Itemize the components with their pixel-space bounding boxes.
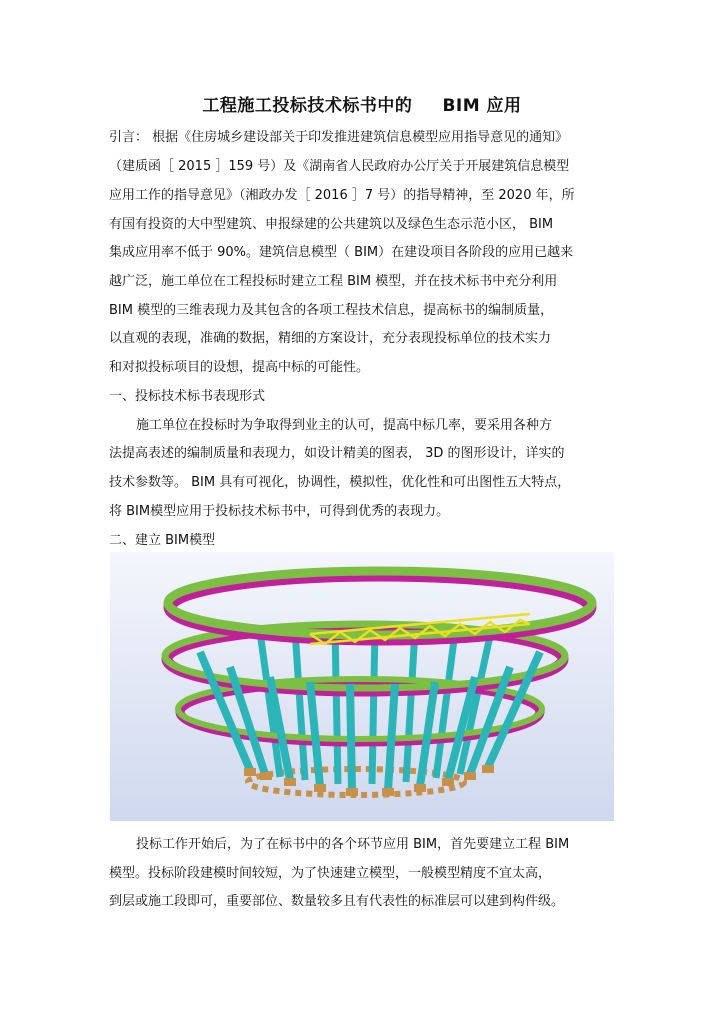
intro-line: 和对拟投标项目的设想，提高中标的可能性。 — [109, 360, 370, 375]
section2-line: 模型。投标阶段建模时间较短，为了快速建立模型，一般模型精度不宜太高， — [109, 866, 552, 881]
section2-line: 投标工作开始后，为了在标书中的各个环节应用 BIM，首先要建立工程 BIM — [136, 837, 570, 852]
section2-line: 到层或施工段即可，重要部位、数量较多且有代表性的标准层可以建到构件级。 — [109, 894, 565, 909]
section1-line: 法提高表述的编制质量和表现力，如设计精美的图表， 3D 的图形设计，详实的 — [109, 446, 565, 461]
section1-line: 将 BIM模型应用于投标技术标书中，可得到优秀的表现力。 — [109, 504, 450, 519]
intro-line: 以直观的表现，准确的数据，精细的方案设计，充分表现投标单位的技术实力 — [109, 331, 552, 346]
page-title — [0, 91, 724, 116]
section1-line: 施工单位在投标时为争取得到业主的认可，提高中标几率，要采用各种方 — [136, 418, 553, 433]
intro-line: （建质函［ 2015 ］159 号）及《湖南省人民政府办公厅关于开展建筑信息模型 — [109, 159, 570, 174]
intro-line: 应用工作的指导意见》（湘政办发［ 2016 ］7 号）的指导精神，至 2020 年，所 — [109, 188, 575, 203]
title-part1: 工程施工投标技术标书中的 — [202, 96, 413, 116]
intro-line: BIM 模型的三维表现力及其包含的各项工程技术信息，提高标书的编制质量， — [109, 303, 554, 318]
bim-model-image — [110, 552, 614, 821]
intro-line: 越广泛，施工单位在工程投标时建立工程 BIM 模型，并在技术标书中充分利用 — [109, 274, 558, 289]
section-heading: 一、投标技术标书表现形式 — [109, 389, 266, 404]
section1-line: 技术参数等。 BIM 具有可视化，协调性，模拟性，优化性和可出图性五大特点， — [109, 475, 571, 490]
title-part2: BIM 应用 — [442, 96, 522, 116]
intro-line: 集成应用率不低于 90%。建筑信息模型（ BIM）在建设项目各阶段的应用已越来 — [109, 245, 574, 260]
bim-model-render — [110, 552, 614, 821]
section-heading: 二、建立 BIM模型 — [109, 533, 216, 548]
intro-line: 有国有投资的大中型建筑、申报绿建的公共建筑以及绿色生态示范小区， BIM — [109, 217, 554, 232]
intro-line: 引言： 根据《住房城乡建设部关于印发推进建筑信息模型应用指导意见的通知》 — [109, 130, 569, 145]
